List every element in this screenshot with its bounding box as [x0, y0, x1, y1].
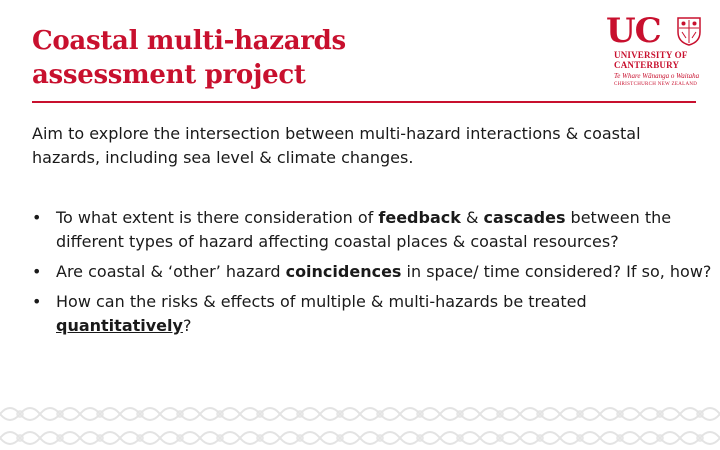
title-line-2: assessment project [32, 60, 306, 90]
title-divider [32, 101, 696, 103]
slide-title [32, 24, 346, 92]
logo-line-3: Te Whare Wānanga o Waitaha [614, 72, 700, 80]
bullet-text: in space/ time considered? If so, how? [401, 262, 712, 281]
bullet-item [32, 290, 714, 338]
title-line-1: Coastal multi-hazards [32, 26, 346, 56]
bullet-text: How can the risks & effects of multiple & multi-hazards be treated [56, 292, 587, 311]
decorative-footer-pattern [0, 402, 720, 450]
bullet-item [32, 206, 714, 254]
bullet-item [32, 260, 714, 284]
bullet-marker: • [32, 262, 42, 281]
logo-mark: UC [606, 11, 661, 51]
bullet-text: & [460, 208, 484, 227]
bullet-emphasis: cascades [483, 208, 566, 227]
bullet-marker: • [32, 292, 42, 311]
bullet-emphasis: coincidences [285, 262, 402, 281]
bullet-text: Are coastal & ‘other’ hazard [56, 262, 286, 281]
bullet-emphasis: quantitatively [56, 316, 183, 335]
logo-line-4: CHRISTCHURCH NEW ZEALAND [614, 82, 698, 87]
logo-line-2: CANTERBURY [614, 60, 680, 70]
logo-line-1: UNIVERSITY OF [614, 50, 688, 60]
crest-icon [676, 16, 702, 46]
intro-text: Aim to explore the intersection between multi-hazard interactions & coastal hazards, including sea level & climate changes. [32, 124, 641, 167]
bullet-text: between the different types of hazard affecting coastal places & coastal resources? [56, 208, 672, 251]
bullet-text: ? [182, 316, 192, 335]
bullet-marker: • [32, 208, 42, 227]
bullet-emphasis: feedback [378, 208, 461, 227]
bullet-text: To what extent is there consideration of [56, 208, 379, 227]
university-logo [606, 11, 702, 92]
bullet-list [32, 206, 714, 344]
